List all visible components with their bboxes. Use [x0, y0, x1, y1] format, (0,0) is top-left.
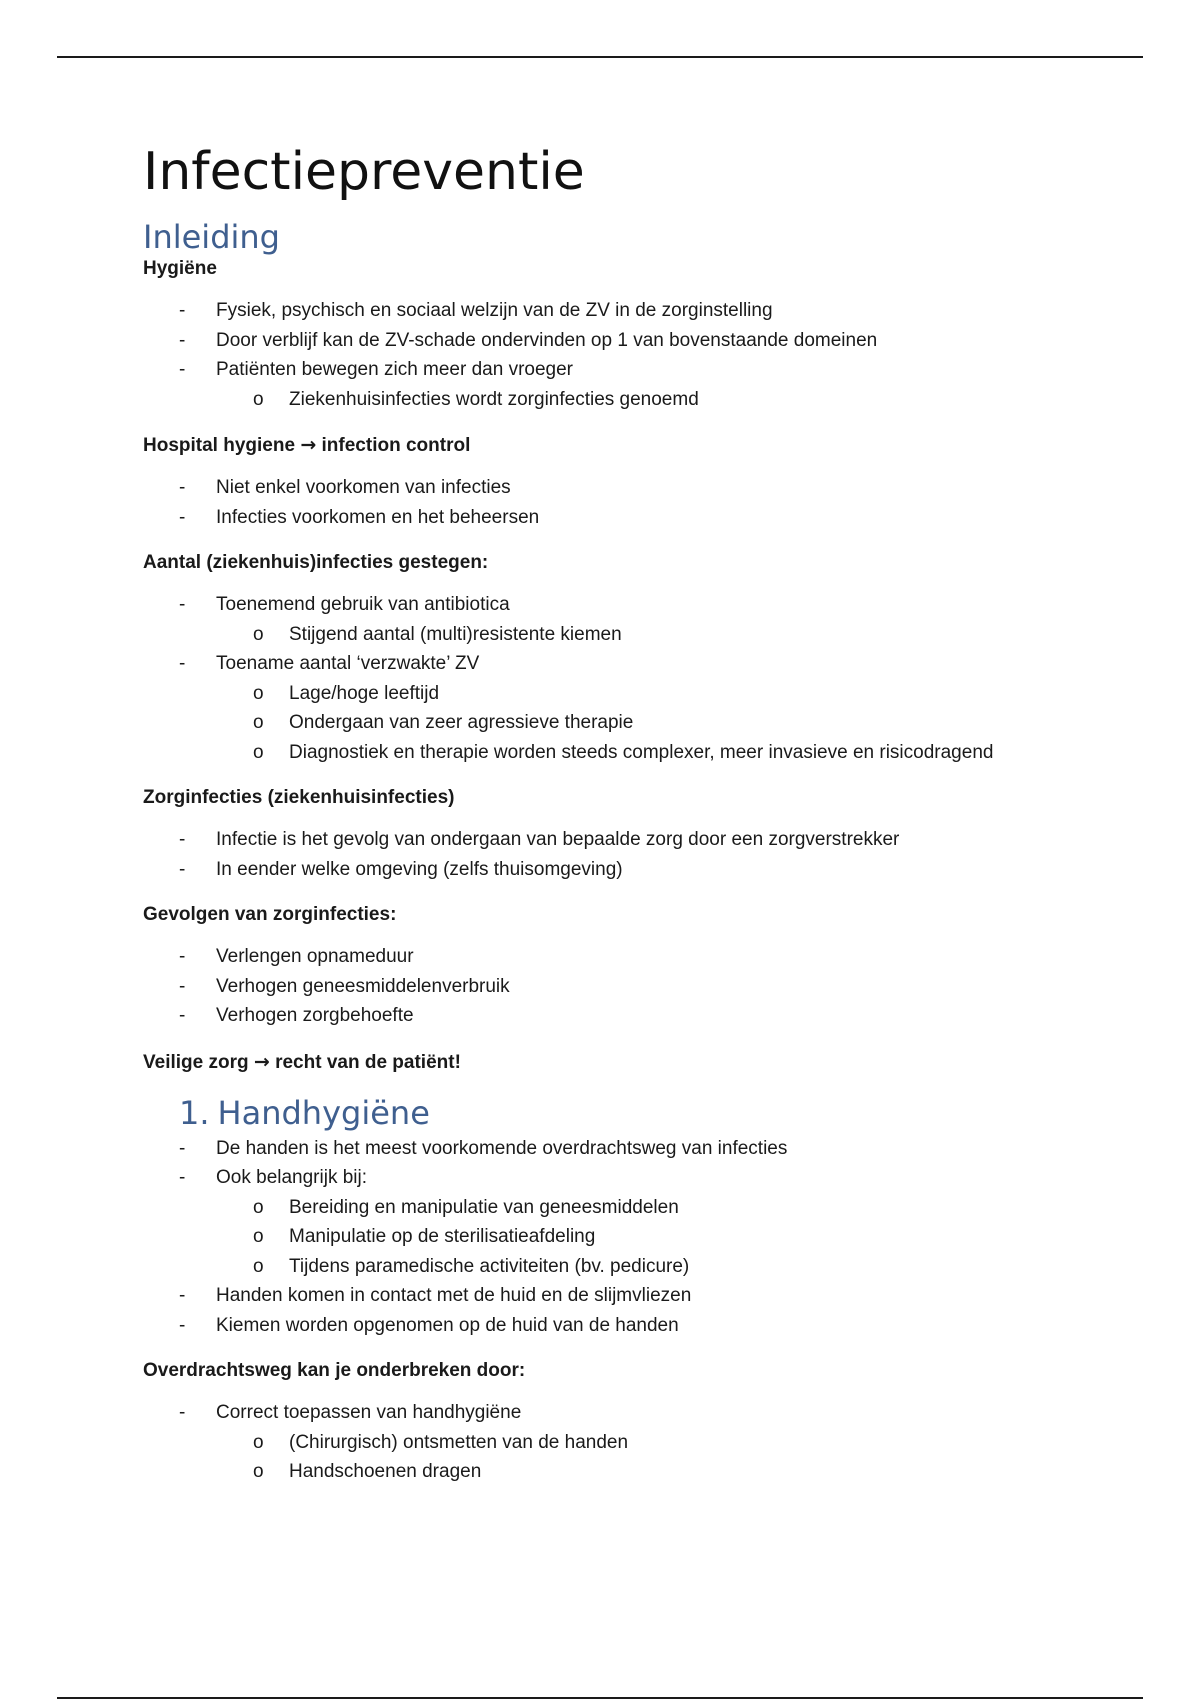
label-hospital-hygiene: Hospital hygiene → infection control [143, 434, 471, 456]
circle-bullet: o [253, 712, 264, 733]
list-item: - Patiënten bewegen zich meer dan vroeger o Ziekenhuisinfecties wordt zorginfecties genoemd [143, 355, 1103, 414]
dash-bullet: - [179, 1314, 186, 1336]
list-aantal [143, 590, 1103, 767]
dash-bullet: - [179, 858, 186, 880]
list-item: - De handen is het meest voorkomende overdrachtsweg van infecties [143, 1134, 1103, 1164]
label-aantal: Aantal (ziekenhuis)infecties gestegen: [143, 552, 489, 573]
list-handhygiene [143, 1134, 1103, 1341]
circle-bullet: o [253, 1431, 264, 1453]
arrow-right-icon: → [300, 434, 317, 456]
list-item: - Kiemen worden opgenomen op de huid van de handen [143, 1311, 1103, 1341]
dash-bullet: - [179, 1137, 186, 1159]
sub-list-item: o Stijgend aantal (multi)resistente kiemen [216, 620, 1103, 650]
circle-bullet: o [253, 1226, 264, 1247]
circle-bullet: o [253, 1255, 264, 1277]
document-body [143, 128, 1103, 1487]
dash-bullet: - [179, 506, 186, 528]
list-item: - Fysiek, psychisch en sociaal welzijn van de ZV in de zorginstelling [143, 296, 1103, 326]
header-rule [57, 56, 1143, 58]
list-gevolgen [143, 942, 1103, 1031]
list-item: - Verhogen zorgbehoefte [143, 1001, 1103, 1031]
label-gevolgen: Gevolgen van zorginfecties: [143, 904, 397, 925]
list-item: - Verhogen geneesmiddelenverbruik [143, 972, 1103, 1002]
dash-bullet: - [179, 329, 186, 351]
dash-bullet: - [179, 653, 186, 674]
dash-bullet: - [179, 477, 186, 498]
circle-bullet: o [253, 623, 264, 645]
list-item: - Infecties voorkomen en het beheersen [143, 503, 1103, 533]
label-hygiene: Hygiëne [143, 258, 217, 279]
sub-list [143, 1428, 1103, 1487]
arrow-right-icon: → [253, 1050, 270, 1073]
list-item: - Toenemend gebruik van antibiotica o Stijgend aantal (multi)resistente kiemen [143, 590, 1103, 649]
circle-bullet: o [253, 682, 264, 704]
sub-list-item: o (Chirurgisch) ontsmetten van de handen [216, 1428, 1103, 1458]
dash-bullet: - [179, 1005, 186, 1026]
circle-bullet: o [253, 741, 264, 763]
list-hygiene [143, 296, 1103, 414]
list-item: - Ook belangrijk bij: o Bereiding en manipulatie van geneesmiddelen o Manipulatie op de sterilisatieafdeling o Tijdens paramedische activiteiten (bv. pedicure) [143, 1163, 1103, 1281]
sub-list-item: o Bereiding en manipulatie van geneesmiddelen [216, 1193, 1103, 1223]
dash-bullet: - [179, 1167, 186, 1188]
heading-inleiding: Inleiding [143, 218, 280, 256]
dash-bullet: - [179, 1402, 186, 1423]
label-zorginfecties: Zorginfecties (ziekenhuisinfecties) [143, 787, 455, 808]
sub-list-item: o Diagnostiek en therapie worden steeds complexer, meer invasieve en risicodragend [216, 738, 1103, 768]
label-veilige-zorg: Veilige zorg → recht van de patiënt! [143, 1050, 461, 1073]
list-item: - Handen komen in contact met de huid en de slijmvliezen [143, 1281, 1103, 1311]
dash-bullet: - [179, 975, 186, 997]
list-item: - Correct toepassen van handhygiëne o (Chirurgisch) ontsmetten van de handen o Handschoenen dragen [143, 1398, 1103, 1487]
dash-bullet: - [179, 1285, 186, 1306]
list-overdrachtsweg [143, 1398, 1103, 1487]
dash-bullet: - [179, 594, 186, 615]
dash-bullet: - [179, 300, 186, 321]
sub-list [143, 385, 1103, 415]
list-item: - Infectie is het gevolg van ondergaan van bepaalde zorg door een zorgverstrekker [143, 825, 1103, 855]
heading-handhygiene: 1. Handhygiëne [179, 1093, 430, 1132]
sub-list-item: o Ondergaan van zeer agressieve therapie [216, 708, 1103, 738]
sub-list-item: o Tijdens paramedische activiteiten (bv. pedicure) [216, 1252, 1103, 1282]
document-title: Infectiepreventie [143, 142, 585, 202]
list-item: - Door verblijf kan de ZV-schade ondervinden op 1 van bovenstaande domeinen [143, 326, 1103, 356]
dash-bullet: - [179, 946, 186, 967]
dash-bullet: - [179, 829, 186, 850]
sub-list-item: o Handschoenen dragen [216, 1457, 1103, 1487]
list-item: - Verlengen opnameduur [143, 942, 1103, 972]
label-overdrachtsweg: Overdrachtsweg kan je onderbreken door: [143, 1360, 526, 1381]
list-item: - Toename aantal ‘verzwakte’ ZV o Lage/hoge leeftijd o Ondergaan van zeer agressieve therapie o Diagnostiek en therapie worden steeds complexer, meer invasieve en risicodragend [143, 649, 1103, 767]
list-item: - Niet enkel voorkomen van infecties [143, 473, 1103, 503]
sub-list-item: o Manipulatie op de sterilisatieafdeling [216, 1222, 1103, 1252]
list-hospital [143, 473, 1103, 532]
sub-list [143, 1193, 1103, 1282]
sub-list [143, 620, 1103, 650]
footer-rule [57, 1697, 1143, 1699]
sub-list-item: o Lage/hoge leeftijd [216, 679, 1103, 709]
dash-bullet: - [179, 359, 186, 380]
list-zorginfecties [143, 825, 1103, 884]
circle-bullet: o [253, 1461, 264, 1482]
heading-number: 1. [179, 1093, 210, 1132]
sub-list-item: o Ziekenhuisinfecties wordt zorginfecties genoemd [216, 385, 1103, 415]
sub-list [143, 679, 1103, 768]
circle-bullet: o [253, 1196, 264, 1218]
circle-bullet: o [253, 388, 264, 410]
list-item: - In eender welke omgeving (zelfs thuisomgeving) [143, 855, 1103, 885]
